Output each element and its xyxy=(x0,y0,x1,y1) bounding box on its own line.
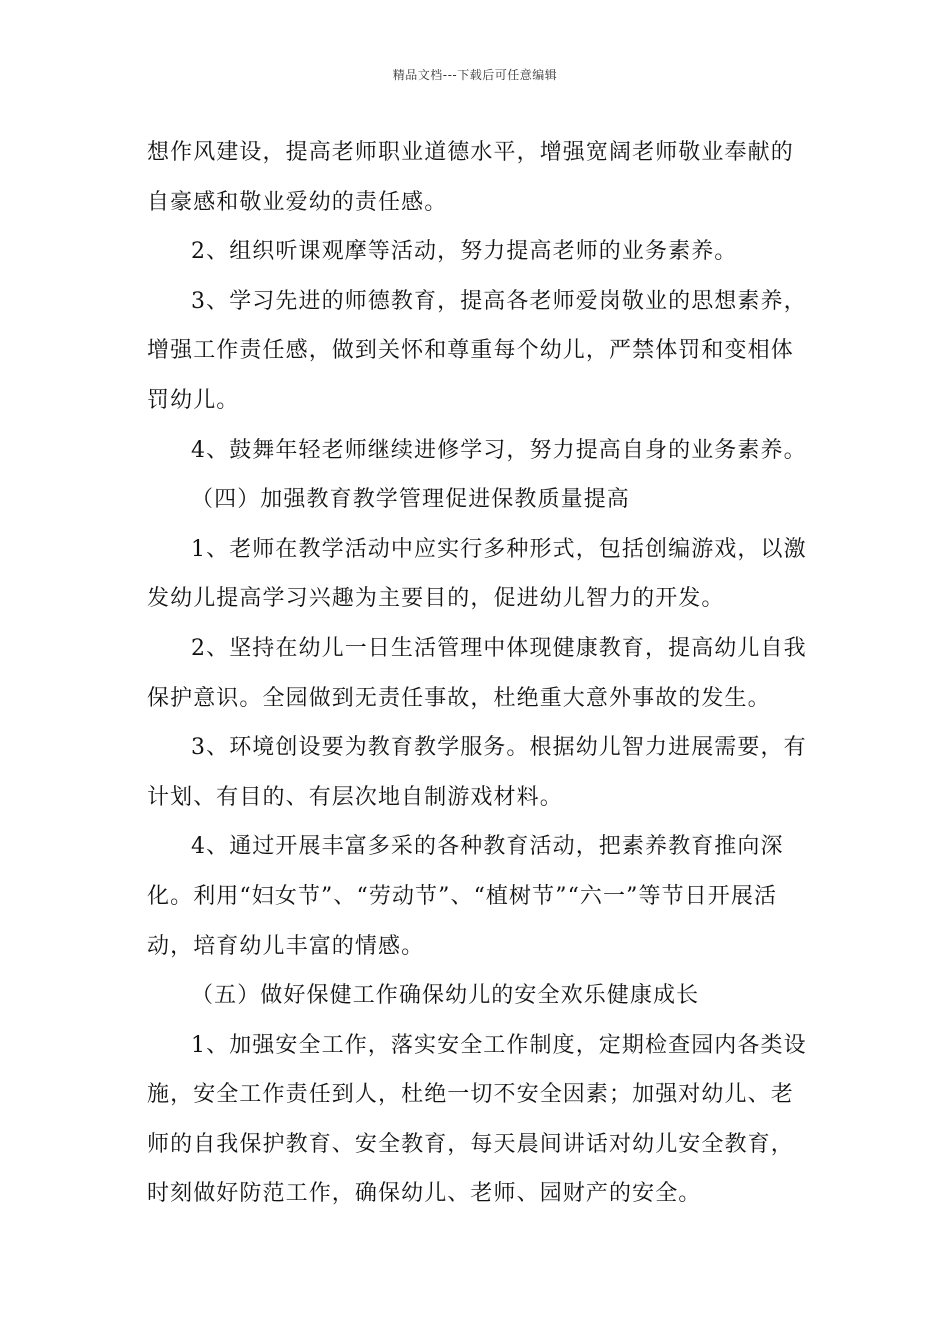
paragraph: 2、组织听课观摩等活动，努力提高老师的业务素养。 xyxy=(191,239,738,265)
paragraph: 3、环境创设要为教育教学服务。根据幼儿智力进展需要，有计划、有目的、有层次地自制游戏材料。 xyxy=(147,735,807,810)
paragraph: 1、老师在教学活动中应实行多种形式，包括创编游戏，以激发幼儿提高学习兴趣为主要目的，促进幼儿智力的开发。 xyxy=(147,536,807,612)
section-heading: （五）做好保健工作确保幼儿的安全欢乐健康成长 xyxy=(191,983,700,1009)
section-heading: （四）加强教育教学管理促进保教质量提高 xyxy=(191,487,630,513)
paragraph: 1、加强安全工作，落实安全工作制度，定期检查园内各类设施，安全工作责任到人，杜绝一切不安全因素；加强对幼儿、老师的自我保护教育、安全教育，每天晨间讲话对幼儿安全教育，时刻做好防范工作，确保幼儿、老师、园财产的安全。 xyxy=(147,1032,807,1207)
page-header: 精品文档---下载后可任意编辑 xyxy=(392,68,558,82)
paragraph: 4、鼓舞年轻老师继续进修学习，努力提高自身的业务素养。 xyxy=(191,437,807,463)
paragraph: 4、通过开展丰富多采的各种教育活动，把素养教育推向深化。利用“妇女节”、“劳动节”、“植树节”“六一”等节日开展活动，培育幼儿丰富的情感。 xyxy=(147,834,784,959)
document-body xyxy=(147,128,812,1219)
paragraph: 2、坚持在幼儿一日生活管理中体现健康教育，提高幼儿自我保护意识。全园做到无责任事故，杜绝重大意外事故的发生。 xyxy=(147,635,807,711)
paragraph: 3、学习先进的师德教育，提高各老师爱岗敬业的思想素养，增强工作责任感，做到关怀和尊重每个幼儿，严禁体罚和变相体罚幼儿。 xyxy=(147,288,807,413)
paragraph-continuation: 想作风建设，提高老师职业道德水平，增强宽阔老师敬业奉献的自豪感和敬业爱幼的责任感。 xyxy=(147,140,794,215)
